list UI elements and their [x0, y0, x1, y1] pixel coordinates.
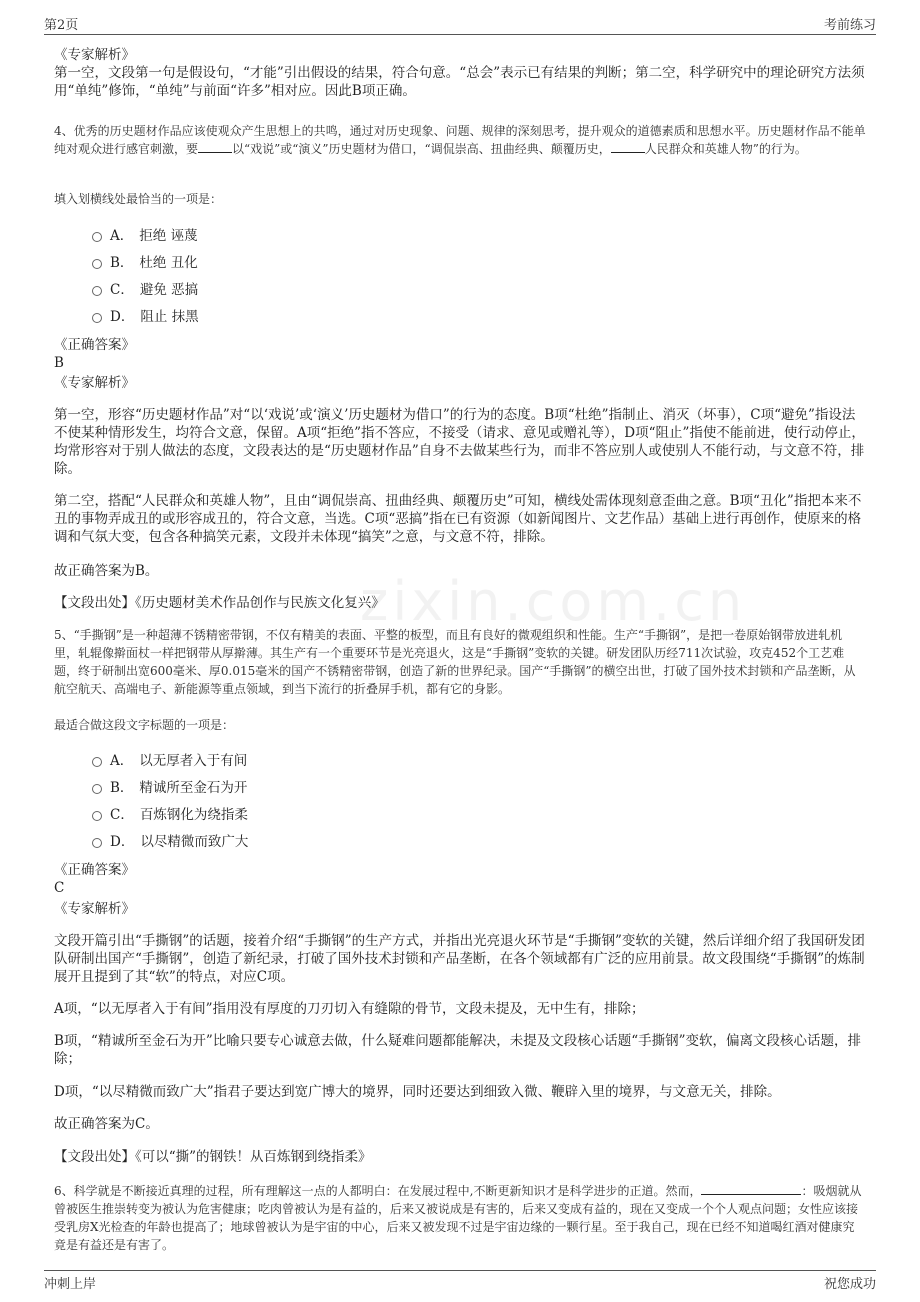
q5-option-d[interactable]: D． 以尽精微而致广大 [92, 832, 248, 852]
q6-stem-part-b: ：吸烟就从曾被医生推崇转变为被认为危害健康；吃肉曾被认为是有益的，后来又被说成是有害的，后来又变成有益的，现在又变成一个个人观点问题；女性应该接受乳房X光检查的年龄也提高了；地球曾被认为是宇宙的中心，后来又被发现不过是宇宙边缘的一颗行星。至于我自己，现在已经不知道喝红酒对健康究竟是有益还是有害了。 [54, 1184, 862, 1252]
q4-blank-1 [198, 140, 232, 153]
radio-icon[interactable] [92, 811, 102, 821]
q5-option-a[interactable]: A． 以无厚者入于有间 [92, 751, 247, 771]
q4-option-b[interactable]: B． 杜绝 丑化 [92, 253, 198, 273]
radio-icon[interactable] [92, 232, 102, 242]
q6-blank [701, 1182, 801, 1195]
q4-stem-part-a: 4、优秀的历史题材作品应该使观众产生思想上的共鸣，通过对历史现象、问题、规律的深刻思考，提升观众的道德素质和思想水平。历史题材作品不能单纯对观众进行感官刺激，要 [54, 124, 866, 156]
page-footer [44, 1270, 876, 1296]
page-number: 第2页 [44, 18, 79, 33]
q5-answer-label: 《正确答案》 [54, 862, 135, 878]
radio-icon[interactable] [92, 784, 102, 794]
q5-answer: C [54, 880, 65, 896]
q4-option-a[interactable]: A． 拒绝 诬蔑 [92, 226, 198, 246]
q5-analysis-p1: 文段开篇引出“手撕钢”的话题，接着介绍“手撕钢”的生产方式，并指出光亮退火环节是“手撕钢”变软的关键，然后详细介绍了我国研发团队研制出国产“手撕钢”，创造了新纪录，打破了国外技术封锁和产品垄断，在各个领域都有广泛的应用前景。故文段围绕“手撕钢”的炼制展开且提到了其“软”的特点，对应C项。 [54, 933, 865, 985]
header-title: 考前练习 [823, 18, 876, 33]
q4-conclusion: 故正确答案为B。 [54, 563, 159, 579]
footer-right: 祝您成功 [823, 1277, 876, 1292]
q4-analysis-label: 《专家解析》 [54, 375, 135, 391]
q4-prompt: 填入划横线处最恰当的一项是： [54, 192, 223, 206]
question-4-stem [54, 122, 866, 158]
q4-option-d[interactable]: D． 阻止 抹黑 [92, 307, 199, 327]
q5-source: 【文段出处】《可以“撕”的钢铁！从百炼钢到绕指柔》 [54, 1149, 372, 1165]
q4-blank-2 [611, 140, 645, 153]
q4-option-c[interactable]: C． 避免 恶搞 [92, 280, 198, 300]
top-analysis-text: 第一空，文段第一句是假设句，“才能”引出假设的结果，符合句意。“总会”表示已有结果的判断；第二空，科学研究中的理论研究方法须用“单纯”修饰，“单纯”与前面“许多”相对应。因此B项正确。 [54, 65, 865, 99]
q5-analysis-p3: B项，“精诚所至金石为开”比喻只要专心诚意去做，什么疑难问题都能解决，未提及文段核心话题“手撕钢”变软，偏离文段核心话题，排除； [54, 1033, 862, 1067]
q4-source: 【文段出处】《历史题材美术作品创作与民族文化复兴》 [54, 595, 385, 611]
q5-analysis-p4: D项，“以尽精微而致广大”指君子要达到宽广博大的境界，同时还要达到细致入微、鞭辟入里的境界，与文意无关，排除。 [54, 1084, 781, 1100]
footer-left: 冲刺上岸 [44, 1277, 97, 1292]
q6-stem-part-a: 6、科学就是不断接近真理的过程，所有理解这一点的人都明白：在发展过程中,不断更新知识才是科学进步的正道。然而， [54, 1184, 702, 1198]
q4-stem-part-c: 人民群众和英雄人物”的行为。 [644, 142, 807, 156]
top-analysis-label: 《专家解析》 [54, 47, 135, 63]
q5-analysis-label: 《专家解析》 [54, 901, 135, 917]
q5-conclusion: 故正确答案为C。 [54, 1116, 159, 1132]
radio-icon[interactable] [92, 259, 102, 269]
watermark: zixin.com.cn [360, 570, 747, 633]
q5-option-b[interactable]: B． 精诚所至金石为开 [92, 778, 247, 798]
q5-analysis-p2: A项，“以无厚者入于有间”指用没有厚度的刀刃切入有缝隙的骨节，文段未提及，无中生有，排除； [54, 1001, 645, 1017]
page-header [44, 12, 876, 35]
radio-icon[interactable] [92, 313, 102, 323]
q4-analysis-p1: 第一空，形容“历史题材作品”对“以‘戏说’或‘演义’历史题材为借口”的行为的态度。B项“杜绝”指制止、消灭（坏事），C项“避免”指设法不使某种情形发生，均符合文意，保留。A项“拒绝”指不答应，不接受（请求、意见或赠礼等），D项“阻止”指使不能前进，使行动停止，均常形容对于别人做法的态度，文段表达的是“历史题材作品”自身不去做某些行为，而非不答应别人或使别人不能行动，与文意不符，排除。 [54, 407, 865, 477]
q4-stem-part-b: 以“戏说”或“演义”历史题材为借口，“调侃崇高、扭曲经典、颠覆历史， [232, 142, 611, 156]
q5-prompt: 最适合做这段文字标题的一项是： [54, 718, 235, 732]
question-6-stem [54, 1182, 866, 1254]
radio-icon[interactable] [92, 757, 102, 767]
q4-answer-label: 《正确答案》 [54, 337, 135, 353]
q4-answer: B [54, 355, 64, 371]
radio-icon[interactable] [92, 838, 102, 848]
radio-icon[interactable] [92, 286, 102, 296]
q5-option-c[interactable]: C． 百炼钢化为绕指柔 [92, 805, 248, 825]
q4-analysis-p2: 第二空，搭配“人民群众和英雄人物”，且由“调侃崇高、扭曲经典、颠覆历史”可知，横线处需体现刻意歪曲之意。B项“丑化”指把本来不丑的事物弄成丑的或形容成丑的，符合文意，当选。C项“恶搞”指在已有资源（如新闻图片、文艺作品）基础上进行再创作，使原来的格调和气氛大变，包含各种搞笑元素，文段并未体现“搞笑”之意，与文意不符，排除。 [54, 493, 862, 545]
question-5-stem: 5、“手撕钢”是一种超薄不锈精密带钢，不仅有精美的表面、平整的板型，而且有良好的微观组织和性能。生产“手撕钢”，是把一卷原始钢带放进轧机里，轧辊像擀面杖一样把钢带从厚擀薄。其生产有一个重要环节是光亮退火，这是“手撕钢”变软的关键。研发团队历经711次试验，攻克452个工艺难题，终于研制出宽600毫米、厚0.015毫米的国产不锈精密带钢，创造了新的世界纪录。国产“手撕钢”的横空出世，打破了国外技术封锁和产品垄断，从航空航天、高端电子、新能源等重点领域，到当下流行的折叠屏手机，都有它的身影。 [54, 628, 856, 696]
